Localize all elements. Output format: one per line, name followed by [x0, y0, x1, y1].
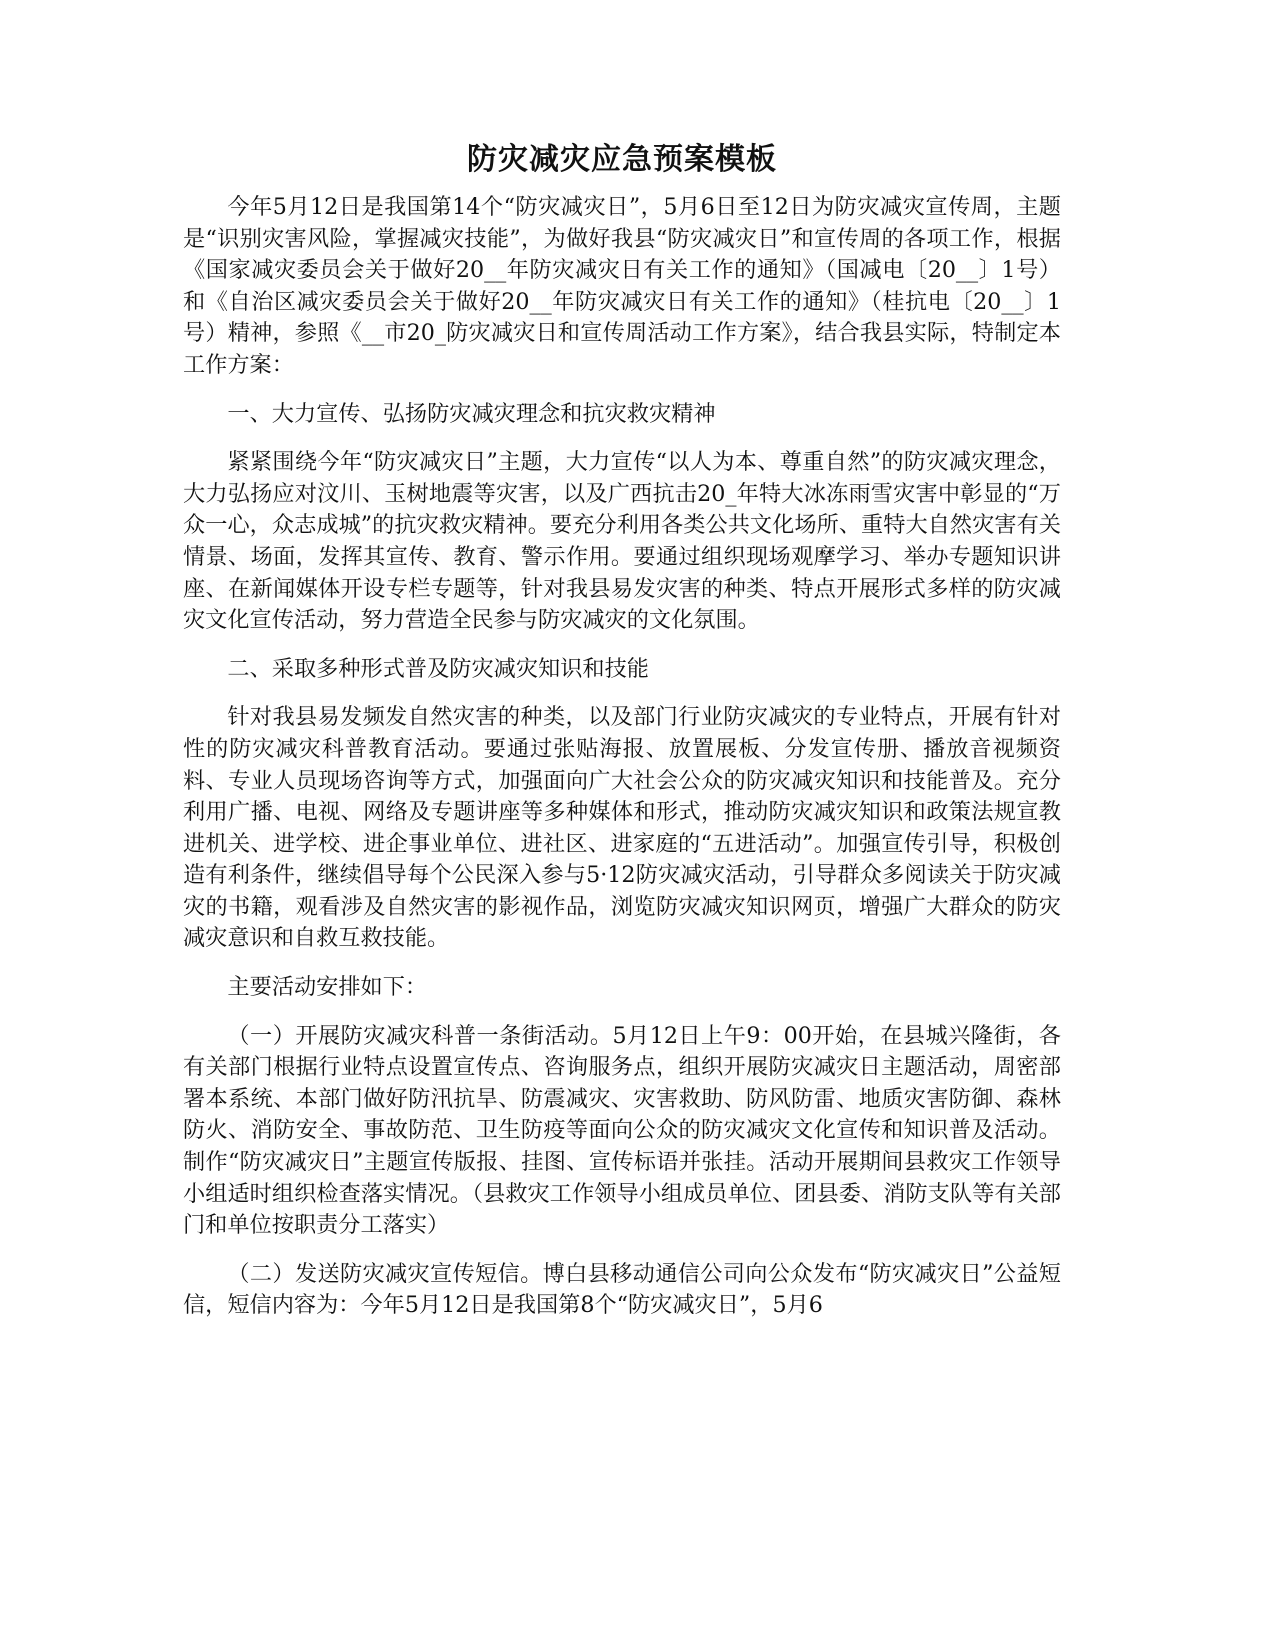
activities-heading: 主要活动安排如下： — [227, 974, 428, 1001]
section-1-paragraph: 紧紧围绕今年“防灾减灾日”主题，大力宣传“以人为本、尊重自然”的防灾减灾理念，大力弘扬应对汶川、玉树地震等灾害，以及广西抗击20_年特大冰冻雨雪灾害中彰显的“万众一心，众志成城”的抗灾救灾精神。要充分利用各类公共文化场所、重特大自然灾害有关情景、场面，发挥其宣传、教育、警示作用。要通过组织现场观摩学习、举办专题知识讲座、在新闻媒体开设专栏专题等，针对我县易发灾害的种类、特点开展形式多样的防灾减灾文化宣传活动，努力营造全民参与防灾减灾的文化氛围。 — [183, 449, 1061, 634]
section-2-paragraph: 针对我县易发频发自然灾害的种类，以及部门行业防灾减灾的专业特点，开展有针对性的防灾减灾科普教育活动。要通过张贴海报、放置展板、分发宣传册、播放音视频资料、专业人员现场咨询等方式，加强面向广大社会公众的防灾减灾知识和技能普及。充分利用广播、电视、网络及专题讲座等多种媒体和形式，推动防灾减灾知识和政策法规宣教进机关、进学校、进企事业单位、进社区、进家庭的“五进活动”。加强宣传引导，积极创造有利条件，继续倡导每个公民深入参与5·12防灾减灾活动，引导群众多阅读关于防灾减灾的书籍，观看涉及自然灾害的影视作品，浏览防灾减灾知识网页，增强广大群众的防灾减灾意识和自救互救技能。 — [183, 704, 1061, 952]
document-page — [183, 140, 1061, 1322]
activity-1-paragraph: （一）开展防灾减灾科普一条街活动。5月12日上午9：00开始，在县城兴隆街，各有关部门根据行业特点设置宣传点、咨询服务点，组织开展防灾减灾日主题活动，周密部署本系统、本部门做好防汛抗旱、防震减灾、灾害救助、防风防雷、地质灾害防御、森林防火、消防安全、事故防范、卫生防疫等面向公众的防灾减灾文化宣传和知识普及活动。制作“防灾减灾日”主题宣传版报、挂图、宣传标语并张挂。活动开展期间县救灾工作领导小组适时组织检查落实情况。（县救灾工作领导小组成员单位、团县委、消防支队等有关部门和单位按职责分工落实） — [183, 1022, 1061, 1239]
activity-2-paragraph: （二）发送防灾减灾宣传短信。博白县移动通信公司向公众发布“防灾减灾日”公益短信，短信内容为：今年5月12日是我国第8个“防灾减灾日”，5月6 — [183, 1260, 1061, 1319]
document-title: 防灾减灾应急预案模板 — [467, 142, 777, 177]
section-2-heading: 二、采取多种形式普及防灾减灾知识和技能 — [227, 655, 649, 682]
intro-paragraph: 今年5月12日是我国第14个“防灾减灾日”，5月6日至12日为防灾减灾宣传周，主题是“识别灾害风险，掌握减灾技能”，为做好我县“防灾减灾日”和宣传周的各项工作，根据《国家减灾委员会关于做好20__年防灾减灾日有关工作的通知》（国减电〔20__〕1号）和《自治区减灾委员会关于做好20__年防灾减灾日有关工作的通知》（桂抗电〔20__〕1号）精神，参照《__市20_防灾减灾日和宣传周活动工作方案》，结合我县实际，特制定本工作方案： — [183, 194, 1061, 378]
section-1-heading: 一、大力宣传、弘扬防灾减灾理念和抗灾救灾精神 — [227, 400, 716, 427]
